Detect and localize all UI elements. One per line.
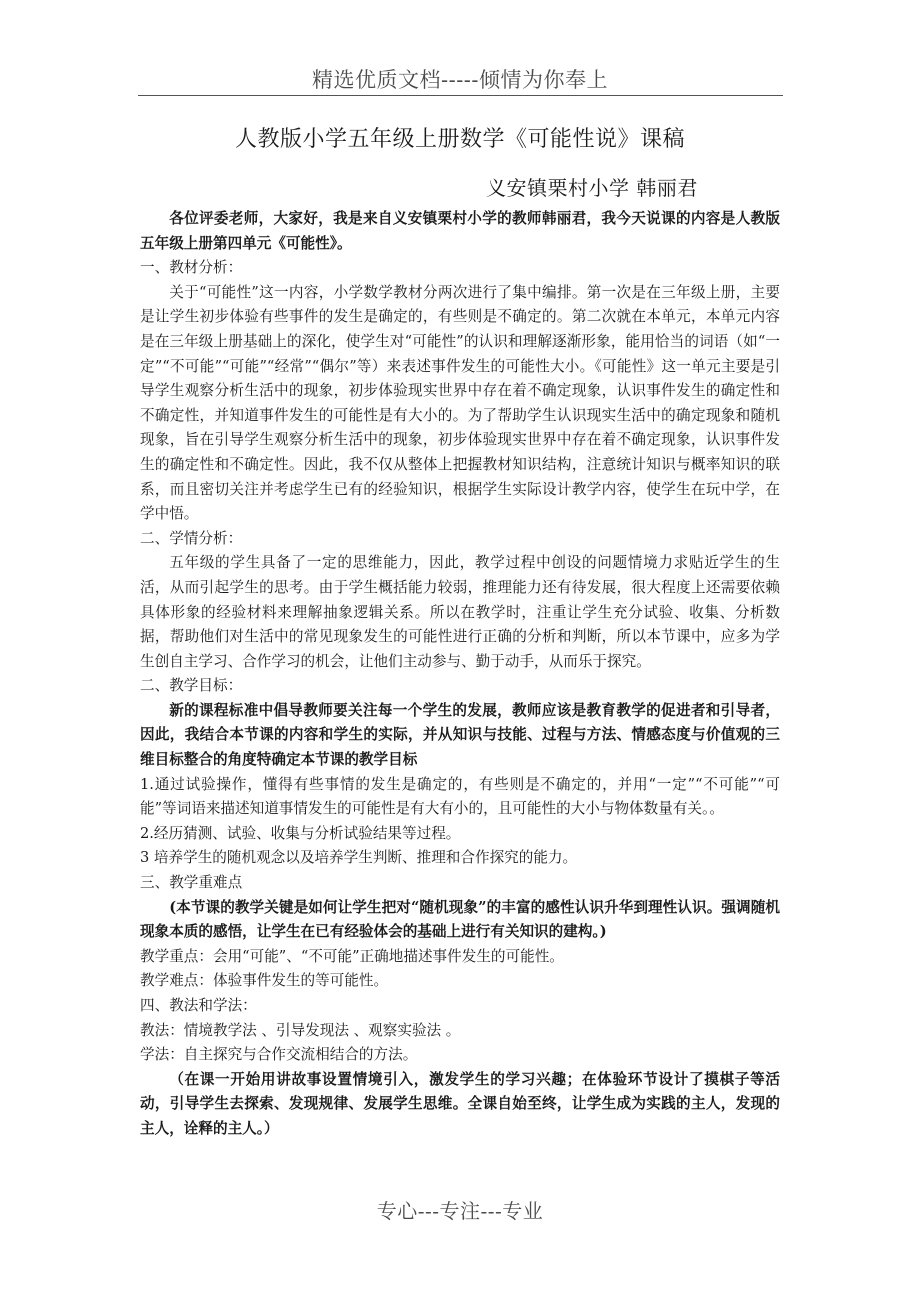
textbook-analysis-paragraph: 关于“可能性”这一内容，小学数学教材分两次进行了集中编排。第一次是在三年级上册，主要是让学生初步体验有些事件的发生是确定的，有些则是不确定的。第二次就在本单元，本单元内容是在三年级上册基础上的深化，使学生对“可能性”的认识和理解逐渐形象，能用恰当的词语（如“一定”“不可能”“可能”“经常”“偶尔”等）来表述事件发生的可能性大小。《可能性》这一单元主要是引导学生观察分析生活中的现象，初步体验现实世界中存在着不确定现象，认识事件发生的确定性和不确定性，并知道事件发生的可能性是有大小的。为了帮助学生认识现实生活中的确定现象和随机现象，旨在引导学生观察分析生活中的现象，初步体验现实世界中存在着不确定现象，认识事件发生的确定性和不确定性。因此，我不仅从整体上把握教材知识结构，注意统计知识与概率知识的联系，而且密切关注并考虑学生已有的经验知识，根据学生实际设计教学内容，使学生在玩中学，在学中悟。: [140, 283, 780, 523]
teaching-key-point: 教学重点：会用“可能”、“不可能”正确地描述事件发生的可能性。: [140, 947, 564, 965]
author-line: 义安镇栗村小学 韩丽君: [486, 176, 698, 200]
header-divider: [138, 95, 783, 96]
goal-item: 3 培养学生的随机观念以及培养学生判断、推理和合作探究的能力。: [140, 849, 578, 867]
section-heading-key-points: 三、教学重难点: [140, 874, 243, 892]
teaching-difficulty: 教学难点：体验事件发生的等可能性。: [140, 972, 389, 990]
section-heading-methods: 四、教法和学法：: [140, 997, 257, 1014]
document-body: [140, 207, 780, 1142]
document-title: 人教版小学五年级上册数学《可能性说》课稿: [234, 127, 685, 152]
learning-methods: 学法：自主探究与合作交流相结合的方法。: [140, 1046, 418, 1064]
methods-note: （在课一开始用讲故事设置情境引入，激发学生的学习兴趣；在体验环节设计了摸棋子等活动，引导学生去探索、发现规律、发展学生思维。全课自始至终，让学生成为实践的主人，发现的主人，诠释的主人。）: [140, 1070, 780, 1137]
page-footer: 专心---专注---专业: [376, 1199, 544, 1223]
goal-item: 1.通过试验操作，懂得有些事情的发生是确定的，有些则是不确定的，并用“一定”“不可能”“可能”等词语来描述知道事情发生的可能性是有大有小的，且可能性的大小与物体数量有关。。: [140, 775, 780, 818]
teaching-methods: 教法：情境教学法 、引导发现法 、观察实验法 。: [140, 1021, 461, 1039]
section-heading-textbook-analysis: 一、教材分析：: [140, 259, 243, 277]
section-heading-student-analysis: 二、学情分析：: [140, 529, 243, 547]
teaching-goals-intro: 新的课程标准中倡导教师要关注每一个学生的发展，教师应该是教育教学的促进者和引导者，因此，我结合本节课的内容和学生的实际，并从知识与技能、过程与方法、情感态度与价值观的三维目标整合的角度特确定本节课的教学目标: [140, 701, 780, 769]
student-analysis-paragraph: 五年级的学生具备了一定的思维能力，因此，教学过程中创设的问题情境力求贴近学生的生活，从而引起学生的思考。由于学生概括能力较弱，推理能力还有待发展，很大程度上还需要依赖具体形象的经验材料来理解抽象逻辑关系。所以在教学时，注重让学生充分试验、收集、分析数据，帮助他们对生活中的常见现象发生的可能性进行正确的分析和判断，所以本节课中，应多为学生创自主学习、合作学习的机会，让他们主动参与、勤于动手，从而乐于探究。: [140, 554, 780, 670]
intro-paragraph: 各位评委老师，大家好，我是来自义安镇栗村小学的教师韩丽君，我今天说课的内容是人教版五年级上册第四单元《可能性》。: [140, 210, 780, 252]
goal-item: 2.经历猜测、试验、收集与分析试验结果等过程。: [140, 824, 461, 842]
key-points-note: (本节课的教学关键是如何让学生把对“随机现象”的丰富的感性认识升华到理性认识。强调随机现象本质的感悟，让学生在已有经验体会的基础上进行有关知识的建构。): [140, 898, 780, 941]
section-heading-teaching-goals: 二、教学目标：: [140, 677, 243, 695]
page-header: 精选优质文档-----倾情为你奉上: [312, 68, 608, 92]
